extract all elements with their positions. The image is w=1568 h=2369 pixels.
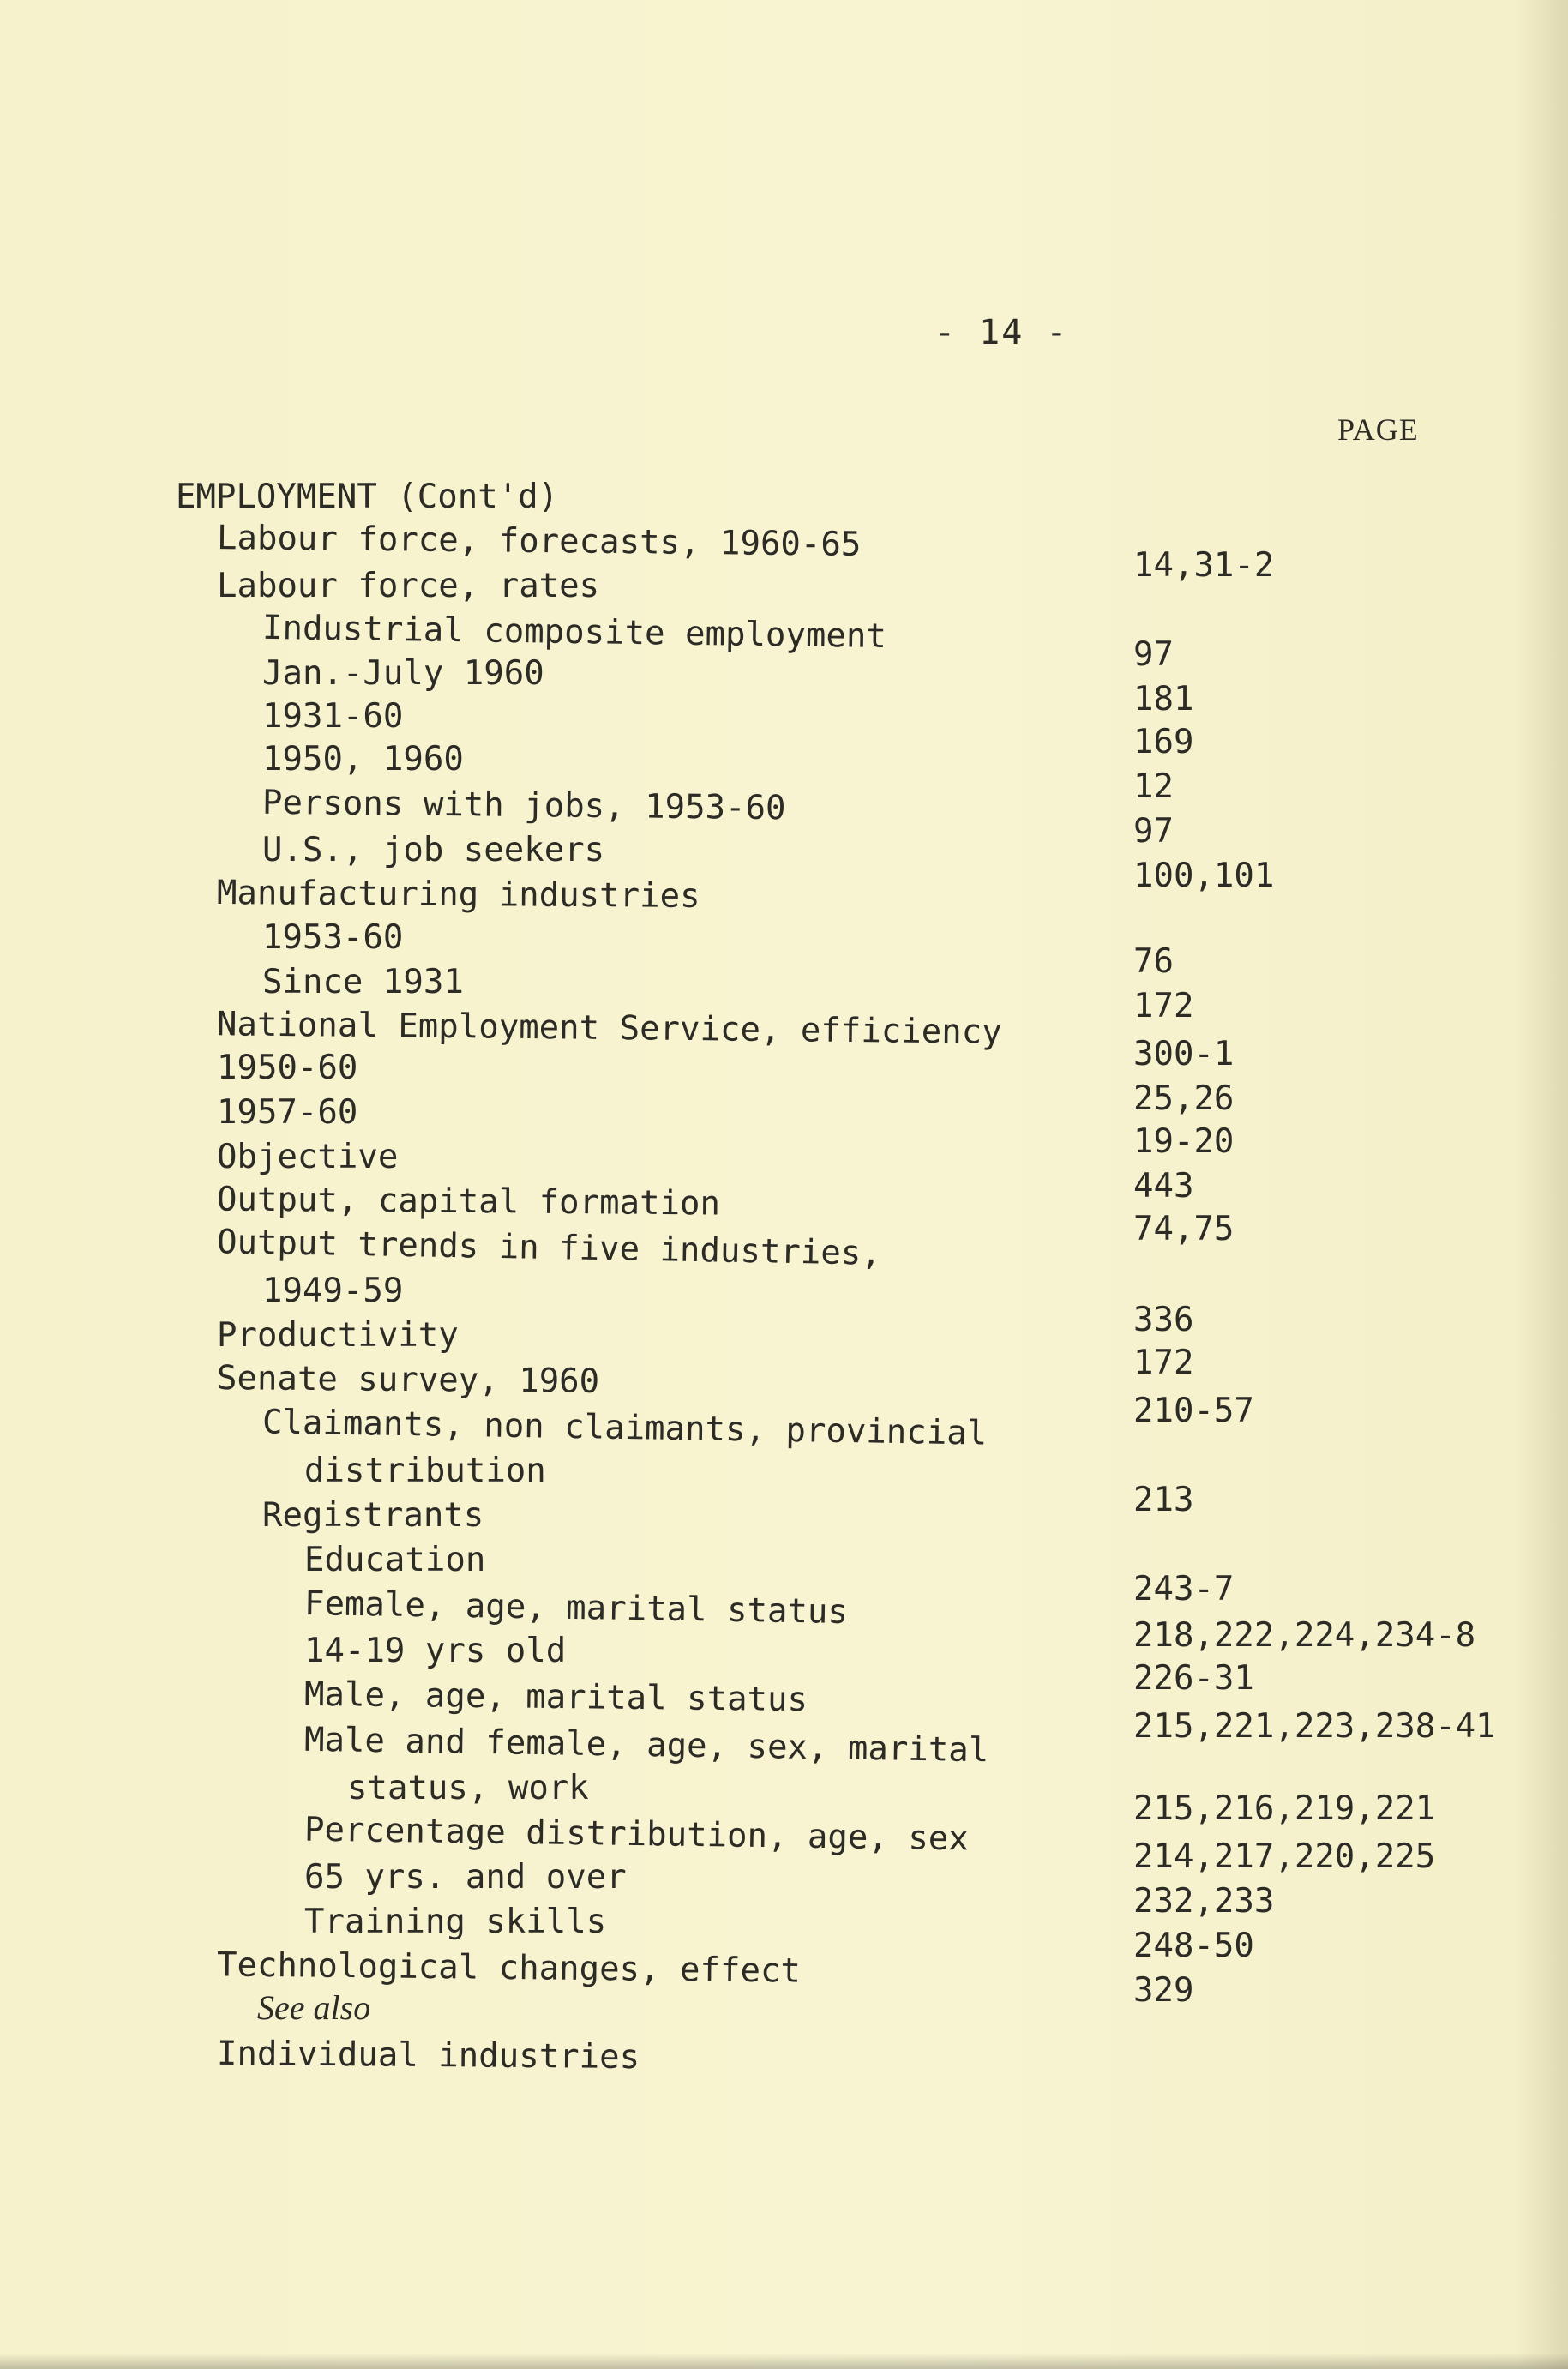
page-ref: 172 xyxy=(1133,1344,1194,1382)
page-ref: 336 xyxy=(1133,1301,1194,1339)
page-ref: 210-57 xyxy=(1133,1392,1254,1430)
page-ref: 76 xyxy=(1133,942,1174,981)
index-entry: Female, age, marital status xyxy=(303,1584,849,1632)
index-heading: EMPLOYMENT (Cont'd) xyxy=(176,478,559,516)
index-entry: National Employment Service, efficiency xyxy=(216,1005,1002,1052)
page-ref: 214,217,220,225 xyxy=(1133,1837,1436,1876)
page-column-heading: PAGE xyxy=(1337,412,1419,447)
index-entry: Claimants, non claimants, provincial xyxy=(261,1403,988,1453)
page-ref: 12 xyxy=(1133,767,1174,806)
page-ref: 248-50 xyxy=(1133,1927,1254,1965)
index-entry: status, work xyxy=(347,1769,589,1807)
index-entry: 1957-60 xyxy=(217,1093,358,1132)
page-ref: 443 xyxy=(1133,1167,1194,1206)
page-ref: 226-31 xyxy=(1133,1659,1254,1698)
index-entry: Objective xyxy=(217,1138,399,1176)
index-entry: 1949-59 xyxy=(262,1272,404,1310)
index-entry: Male, age, marital status xyxy=(303,1675,808,1720)
index-entry: 1953-60 xyxy=(262,918,404,957)
page-ref: 97 xyxy=(1133,812,1174,851)
index-entry: Individual industries xyxy=(216,2034,640,2077)
index-entry: Senate survey, 1960 xyxy=(216,1359,600,1401)
page-ref: 213 xyxy=(1133,1481,1194,1519)
index-entry: 14-19 yrs old xyxy=(304,1632,567,1670)
index-entry: Productivity xyxy=(217,1316,459,1355)
page-ref: 97 xyxy=(1133,635,1174,674)
index-entry: Since 1931 xyxy=(262,963,464,1001)
index-entry: Registrants xyxy=(262,1496,484,1535)
page-edge-shadow xyxy=(1517,0,1568,2369)
page-ref: 243-7 xyxy=(1133,1570,1235,1608)
page-ref: 329 xyxy=(1133,1971,1194,2010)
index-entry: Output trends in five industries, xyxy=(216,1223,882,1273)
index-cross-reference: See also xyxy=(257,1988,371,2027)
page-ref: 74,75 xyxy=(1133,1210,1235,1248)
index-entry: Manufacturing industries xyxy=(216,874,700,916)
index-entry: 65 yrs. and over xyxy=(304,1858,627,1897)
index-entry: Technological changes, effect xyxy=(216,1945,802,1991)
page-ref: 169 xyxy=(1133,723,1194,761)
page-ref: 25,26 xyxy=(1133,1079,1235,1118)
index-entry: Output, capital formation xyxy=(216,1180,721,1224)
index-entry: Labour force, rates xyxy=(217,567,600,605)
index-entry: Percentage distribution, age, sex xyxy=(303,1810,970,1859)
page-ref: 232,233 xyxy=(1133,1882,1275,1921)
index-entry: Persons with jobs, 1953-60 xyxy=(261,783,786,828)
page-ref: 215,221,223,238-41 xyxy=(1133,1707,1496,1746)
page-ref: 181 xyxy=(1133,680,1194,719)
page-ref: 215,216,219,221 xyxy=(1133,1789,1436,1828)
page-ref: 14,31-2 xyxy=(1133,546,1275,585)
index-entry: Labour force, forecasts, 1960-65 xyxy=(216,519,862,564)
index-entry: 1931-60 xyxy=(262,697,404,736)
index-entry: U.S., job seekers xyxy=(262,831,605,869)
index-entry: Education xyxy=(304,1541,486,1579)
page-ref: 19-20 xyxy=(1133,1122,1235,1161)
index-entry: 1950-60 xyxy=(217,1049,358,1087)
index-entry: Industrial composite employment xyxy=(261,608,887,657)
page-ref: 300-1 xyxy=(1133,1035,1235,1073)
index-entry: 1950, 1960 xyxy=(262,740,464,779)
index-entry: Male and female, age, sex, marital xyxy=(303,1720,989,1771)
index-entry: distribution xyxy=(304,1452,546,1490)
page-ref: 172 xyxy=(1133,987,1194,1025)
page-ref: 218,222,224,234-8 xyxy=(1133,1616,1476,1655)
page-ref: 100,101 xyxy=(1133,857,1275,895)
index-entry: Training skills xyxy=(304,1903,607,1941)
index-entry: Jan.-July 1960 xyxy=(262,654,544,693)
page-number: - 14 - xyxy=(934,313,1069,352)
page-bottom-edge xyxy=(0,2354,1568,2369)
